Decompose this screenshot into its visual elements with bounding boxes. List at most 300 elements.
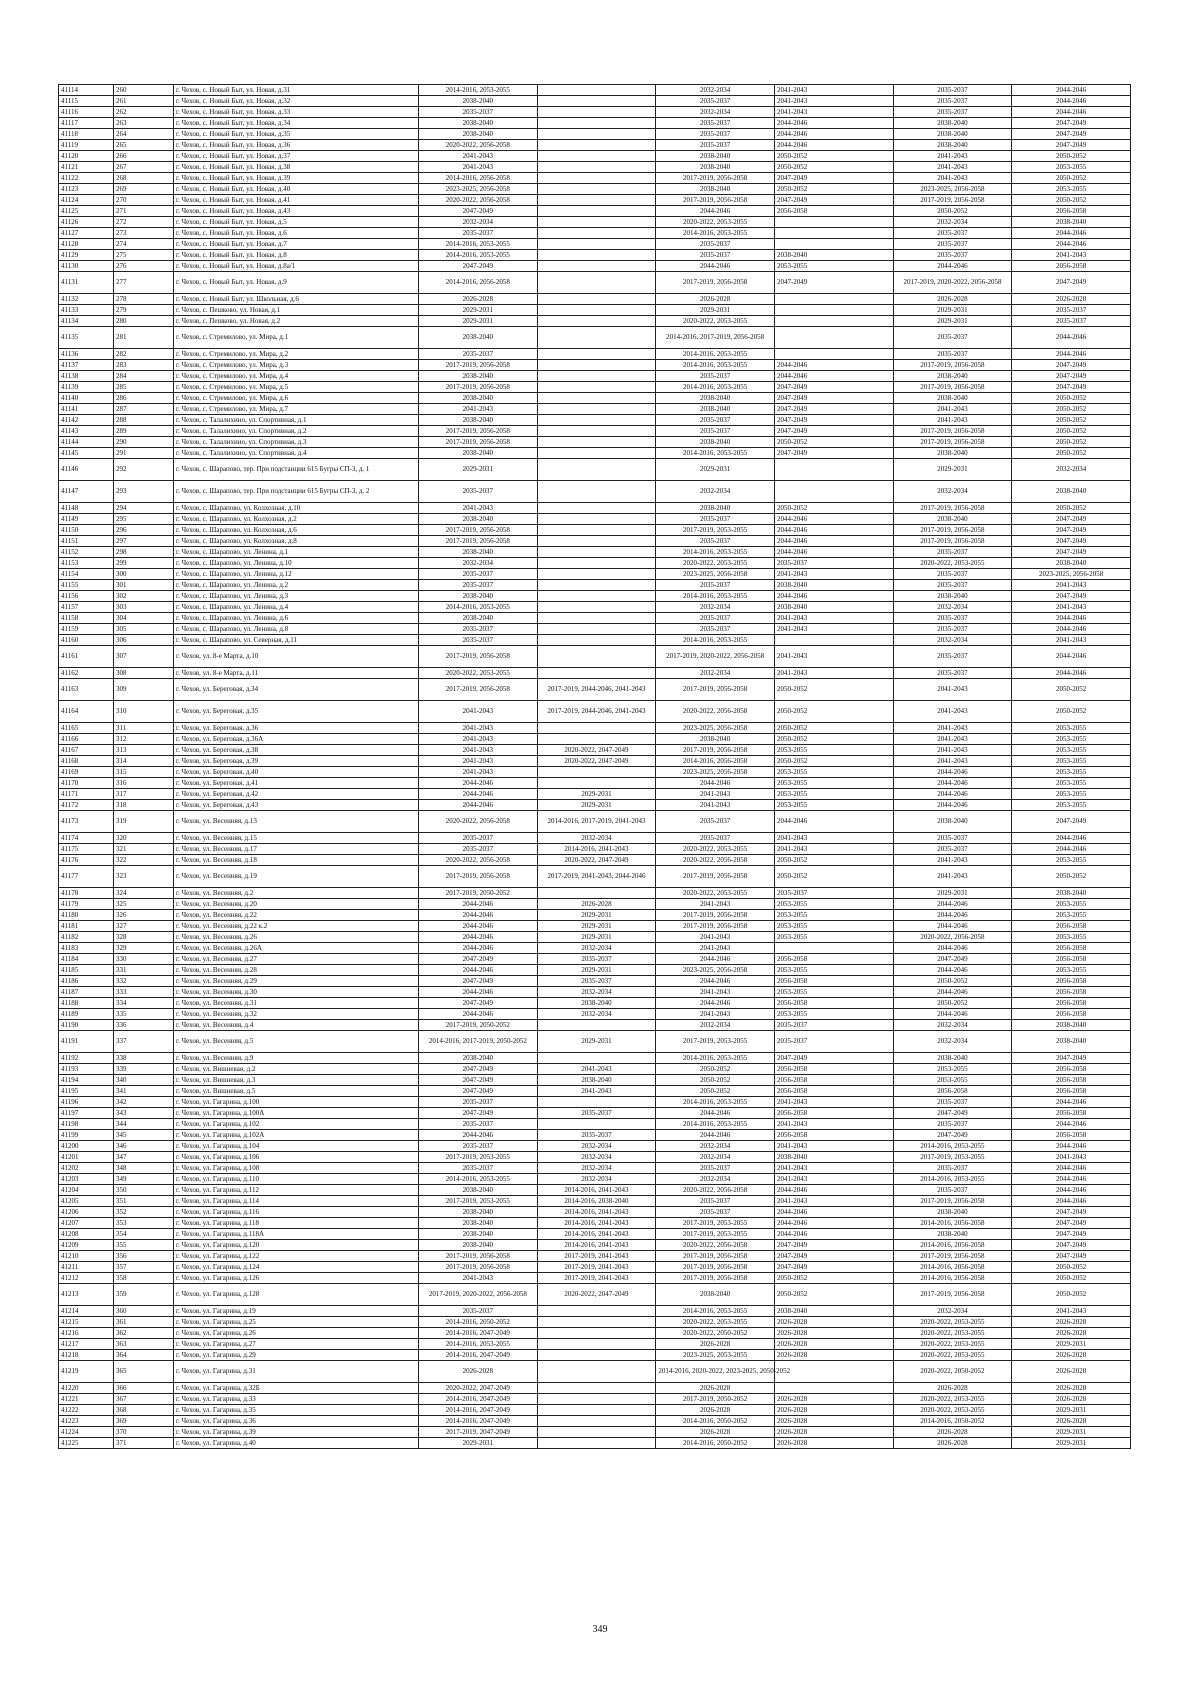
row-id-cell: 41212: [59, 1273, 114, 1284]
row-id-cell: 41169: [59, 767, 114, 778]
period-cell-4: 2053-2055: [774, 987, 893, 998]
period-cell-4: 2056-2058: [774, 1108, 893, 1119]
period-cell-3: 2026-2028: [656, 1339, 775, 1350]
period-cell-5: 2035-2037: [893, 1163, 1012, 1174]
table-row: [59, 316, 1131, 327]
period-cell-5: 2035-2037: [893, 239, 1012, 250]
table-row: [59, 800, 1131, 811]
period-cell-2: [537, 261, 656, 272]
period-cell-6: 2044-2046: [1012, 1174, 1131, 1185]
address-cell: г. Чехов, ул. Гагарина, д.31: [174, 1361, 419, 1383]
period-cell-4: 2050-2052: [774, 151, 893, 162]
table-row: [59, 140, 1131, 151]
item-number-cell: 357: [114, 1262, 174, 1273]
table-row: [59, 503, 1131, 514]
row-id-cell: 41215: [59, 1317, 114, 1328]
period-cell-2: [537, 195, 656, 206]
row-id-cell: 41119: [59, 140, 114, 151]
period-cell-1: 2023-2025, 2056-2058: [419, 184, 538, 195]
row-id-cell: 41198: [59, 1119, 114, 1130]
period-cell-6: 2053-2055: [1012, 910, 1131, 921]
address-cell: г. Чехов, ул. Береговая, д.34: [174, 679, 419, 701]
period-cell-5: 2020-2022, 2053-2055: [893, 1317, 1012, 1328]
period-cell-4: 2050-2052: [774, 1273, 893, 1284]
address-cell: г. Чехов, ул. Весенняя, д.30: [174, 987, 419, 998]
period-cell-3: 2032-2034: [656, 85, 775, 96]
address-cell: г. Чехов, ул. Гагарина, д.25: [174, 1317, 419, 1328]
item-number-cell: 335: [114, 1009, 174, 1020]
item-number-cell: 359: [114, 1284, 174, 1306]
period-cell-2: [537, 327, 656, 349]
period-cell-2: [537, 1097, 656, 1108]
row-id-cell: 41163: [59, 679, 114, 701]
period-cell-1: 2038-2040: [419, 514, 538, 525]
row-id-cell: 41175: [59, 844, 114, 855]
period-cell-3: 2017-2019, 2050-2052: [656, 1394, 775, 1405]
address-cell: г. Чехов, ул. Гагарина, д.110: [174, 1174, 419, 1185]
item-number-cell: 301: [114, 580, 174, 591]
period-cell-3: 2014-2016, 2017-2019, 2056-2058: [656, 327, 775, 349]
table-row: [59, 349, 1131, 360]
period-cell-1: 2044-2046: [419, 800, 538, 811]
period-cell-6: 2053-2055: [1012, 734, 1131, 745]
period-cell-6: 2047-2049: [1012, 514, 1131, 525]
table-row: [59, 602, 1131, 613]
row-id-cell: 41146: [59, 459, 114, 481]
period-cell-6: 2056-2058: [1012, 976, 1131, 987]
table-row: [59, 481, 1131, 503]
row-id-cell: 41123: [59, 184, 114, 195]
period-cell-2: 2035-2037: [537, 1108, 656, 1119]
period-cell-1: 2014-2016, 2050-2052: [419, 1317, 538, 1328]
period-cell-2: 2029-2031: [537, 789, 656, 800]
period-cell-3: 2020-2022, 2050-2052: [656, 1328, 775, 1339]
address-cell: г. Чехов, с. Пешково, ул. Новая, д.2: [174, 316, 419, 327]
period-cell-3: 2044-2046: [656, 261, 775, 272]
period-cell-6: 2047-2049: [1012, 1240, 1131, 1251]
table-row: [59, 635, 1131, 646]
address-cell: г. Чехов, с. Новый Быт, ул. Новая, д.41: [174, 195, 419, 206]
period-cell-6: 2044-2046: [1012, 96, 1131, 107]
period-cell-6: 2026-2028: [1012, 1383, 1131, 1394]
period-cell-1: 2038-2040: [419, 129, 538, 140]
row-id-cell: 41206: [59, 1207, 114, 1218]
period-cell-6: 2044-2046: [1012, 327, 1131, 349]
period-cell-6: 2047-2049: [1012, 1229, 1131, 1240]
period-cell-6: 2047-2049: [1012, 140, 1131, 151]
address-cell: г. Чехов, ул. Береговая, д.36А: [174, 734, 419, 745]
row-id-cell: 41139: [59, 382, 114, 393]
period-cell-6: 2026-2028: [1012, 1394, 1131, 1405]
period-cell-6: 2053-2055: [1012, 899, 1131, 910]
period-cell-5: 2020-2022, 2053-2055: [893, 1394, 1012, 1405]
row-id-cell: 41153: [59, 558, 114, 569]
period-cell-2: 2017-2019, 2044-2046, 2041-2043: [537, 679, 656, 701]
address-cell: г. Чехов, ул. Гагарина, д.116: [174, 1207, 419, 1218]
table-row: [59, 789, 1131, 800]
table-row: [59, 1405, 1131, 1416]
period-cell-1: 2047-2049: [419, 1108, 538, 1119]
period-cell-3: 2017-2019, 2053-2055: [656, 1229, 775, 1240]
period-cell-1: 2044-2046: [419, 921, 538, 932]
address-cell: г. Чехов, с. Стремилово, ул. Мира, д.3: [174, 360, 419, 371]
period-cell-3: 2038-2040: [656, 393, 775, 404]
period-cell-1: 2038-2040: [419, 448, 538, 459]
period-cell-2: [537, 481, 656, 503]
period-cell-6: 2050-2052: [1012, 701, 1131, 723]
period-cell-2: [537, 305, 656, 316]
period-cell-3: 2017-2019, 2056-2058: [656, 910, 775, 921]
row-id-cell: 41144: [59, 437, 114, 448]
period-cell-6: 2044-2046: [1012, 1119, 1131, 1130]
schedule-table: [58, 84, 1131, 1449]
address-cell: г. Чехов, ул. Весенняя, д.32: [174, 1009, 419, 1020]
table-row: [59, 1262, 1131, 1273]
period-cell-4: 2044-2046: [774, 525, 893, 536]
period-cell-4: [774, 228, 893, 239]
item-number-cell: 326: [114, 910, 174, 921]
period-cell-1: 2014-2016, 2056-2058: [419, 173, 538, 184]
period-cell-4: 2026-2028: [774, 1416, 893, 1427]
period-cell-1: 2032-2034: [419, 217, 538, 228]
period-cell-5: 2053-2055: [893, 1064, 1012, 1075]
period-cell-2: 2014-2016, 2041-2043: [537, 844, 656, 855]
row-id-cell: 41178: [59, 888, 114, 899]
item-number-cell: 360: [114, 1306, 174, 1317]
period-cell-5: 2032-2034: [893, 1031, 1012, 1053]
period-cell-4: 2056-2058: [774, 1064, 893, 1075]
period-cell-5: 2032-2034: [893, 481, 1012, 503]
period-cell-3: 2035-2037: [656, 1163, 775, 1174]
table-row: [59, 1306, 1131, 1317]
address-cell: г. Чехов, ул. Весенняя, д.5: [174, 1031, 419, 1053]
period-cell-6: 2056-2058: [1012, 921, 1131, 932]
period-cell-5: 2032-2034: [893, 1306, 1012, 1317]
period-cell-3: 2032-2034: [656, 1020, 775, 1031]
period-cell-2: 2026-2028: [537, 899, 656, 910]
period-cell-5: 2041-2043: [893, 162, 1012, 173]
period-cell-6: 2056-2058: [1012, 1086, 1131, 1097]
period-cell-1: 2041-2043: [419, 1273, 538, 1284]
period-cell-1: 2047-2049: [419, 206, 538, 217]
row-id-cell: 41127: [59, 228, 114, 239]
table-row: [59, 921, 1131, 932]
period-cell-3: 2017-2019, 2020-2022, 2056-2058: [656, 646, 775, 668]
table-row: [59, 393, 1131, 404]
period-cell-3: 2020-2022, 2056-2058: [656, 1240, 775, 1251]
period-cell-1: 2041-2043: [419, 701, 538, 723]
period-cell-1: 2035-2037: [419, 635, 538, 646]
period-cell-2: [537, 1119, 656, 1130]
row-id-cell: 41168: [59, 756, 114, 767]
table-row: [59, 85, 1131, 96]
period-cell-1: 2017-2019, 2056-2058: [419, 360, 538, 371]
address-cell: г. Чехов, ул. Гагарина, д.118: [174, 1218, 419, 1229]
period-cell-4: 2050-2052: [774, 734, 893, 745]
period-cell-2: 2041-2043: [537, 1086, 656, 1097]
period-cell-4: 2053-2055: [774, 1009, 893, 1020]
table-row: [59, 327, 1131, 349]
period-cell-4: 2053-2055: [774, 745, 893, 756]
period-cell-3: 2044-2046: [656, 954, 775, 965]
period-cell-1: 2044-2046: [419, 789, 538, 800]
table-row: [59, 910, 1131, 921]
period-cell-2: 2032-2034: [537, 943, 656, 954]
address-cell: г. Чехов, ул. Гагарина, д.27: [174, 1339, 419, 1350]
period-cell-4: 2056-2058: [774, 1130, 893, 1141]
period-cell-3: 2044-2046: [656, 1130, 775, 1141]
row-id-cell: 41193: [59, 1064, 114, 1075]
period-cell-4: 2047-2049: [774, 448, 893, 459]
period-cell-2: [537, 239, 656, 250]
table-row: [59, 371, 1131, 382]
period-cell-4: [774, 635, 893, 646]
period-cell-5: 2035-2037: [893, 250, 1012, 261]
period-cell-5: 2017-2019, 2056-2058: [893, 536, 1012, 547]
item-number-cell: 314: [114, 756, 174, 767]
period-cell-1: 2020-2022, 2056-2058: [419, 811, 538, 833]
period-cell-3: 2014-2016, 2053-2055: [656, 1306, 775, 1317]
period-cell-5: 2035-2037: [893, 646, 1012, 668]
period-cell-6: 2056-2058: [1012, 987, 1131, 998]
period-cell-3: 2035-2037: [656, 239, 775, 250]
row-id-cell: 41148: [59, 503, 114, 514]
table-row: [59, 360, 1131, 371]
period-cell-4: 2041-2043: [774, 1174, 893, 1185]
period-cell-4: 2026-2028: [774, 1438, 893, 1449]
period-cell-6: 2053-2055: [1012, 162, 1131, 173]
period-cell-1: 2035-2037: [419, 349, 538, 360]
address-cell: г. Чехов, ул. Весенняя, д.22: [174, 910, 419, 921]
item-number-cell: 295: [114, 514, 174, 525]
period-cell-5: 2041-2043: [893, 701, 1012, 723]
period-cell-6: 2026-2028: [1012, 1416, 1131, 1427]
period-cell-2: [537, 228, 656, 239]
item-number-cell: 313: [114, 745, 174, 756]
item-number-cell: 287: [114, 404, 174, 415]
item-number-cell: 327: [114, 921, 174, 932]
period-cell-2: [537, 437, 656, 448]
address-cell: г. Чехов, ул. Гагарина, д.19: [174, 1306, 419, 1317]
table-row: [59, 734, 1131, 745]
period-cell-3: 2035-2037: [656, 514, 775, 525]
period-cell-5: 2056-2058: [893, 1086, 1012, 1097]
period-cell-4: 2044-2046: [774, 1185, 893, 1196]
table-row: [59, 1361, 1131, 1383]
period-cell-4: 2047-2049: [774, 404, 893, 415]
period-cell-6: 2056-2058: [1012, 1075, 1131, 1086]
period-cell-1: 2038-2040: [419, 371, 538, 382]
period-cell-5: 2044-2046: [893, 778, 1012, 789]
item-number-cell: 288: [114, 415, 174, 426]
period-cell-2: 2029-2031: [537, 921, 656, 932]
table-row: [59, 613, 1131, 624]
period-cell-2: [537, 1306, 656, 1317]
period-cell-6: 2023-2025, 2056-2058: [1012, 569, 1131, 580]
item-number-cell: 278: [114, 294, 174, 305]
period-cell-6: 2041-2043: [1012, 635, 1131, 646]
period-cell-3: 2017-2019, 2056-2058: [656, 866, 775, 888]
period-cell-6: 2053-2055: [1012, 932, 1131, 943]
period-cell-4: 2050-2052: [774, 756, 893, 767]
item-number-cell: 364: [114, 1350, 174, 1361]
address-cell: г. Чехов, с. Новый Быт, ул. Новая, д.6: [174, 228, 419, 239]
item-number-cell: 283: [114, 360, 174, 371]
period-cell-4: 2026-2028: [774, 1350, 893, 1361]
period-cell-3: 2038-2040: [656, 503, 775, 514]
address-cell: г. Чехов, с. Шарапово, ул. Колхозная, д.8: [174, 536, 419, 547]
item-number-cell: 341: [114, 1086, 174, 1097]
period-cell-1: 2038-2040: [419, 96, 538, 107]
address-cell: г. Чехов, с. Шарапово, ул. Ленина, д.8: [174, 624, 419, 635]
period-cell-1: 2029-2031: [419, 305, 538, 316]
period-cell-2: [537, 547, 656, 558]
period-cell-1: 2038-2040: [419, 1218, 538, 1229]
period-cell-2: [537, 525, 656, 536]
period-cell-5: 2023-2025, 2056-2058: [893, 184, 1012, 195]
row-id-cell: 41220: [59, 1383, 114, 1394]
period-cell-5: 2035-2037: [893, 668, 1012, 679]
period-cell-1: 2014-2016, 2056-2058: [419, 272, 538, 294]
row-id-cell: 41158: [59, 613, 114, 624]
period-cell-5: 2017-2019, 2053-2055: [893, 1152, 1012, 1163]
period-cell-6: 2050-2052: [1012, 866, 1131, 888]
row-id-cell: 41173: [59, 811, 114, 833]
item-number-cell: 289: [114, 426, 174, 437]
address-cell: г. Чехов, ул. Весенняя, д.19: [174, 866, 419, 888]
period-cell-3: 2023-2025, 2056-2058: [656, 965, 775, 976]
period-cell-6: 2047-2049: [1012, 1207, 1131, 1218]
row-id-cell: 41151: [59, 536, 114, 547]
table-row: [59, 701, 1131, 723]
period-cell-5: 2047-2049: [893, 1130, 1012, 1141]
period-cell-4: 2056-2058: [774, 998, 893, 1009]
table-row: [59, 1009, 1131, 1020]
item-number-cell: 361: [114, 1317, 174, 1328]
row-id-cell: 41142: [59, 415, 114, 426]
period-cell-5: 2032-2034: [893, 1020, 1012, 1031]
table-row: [59, 1119, 1131, 1130]
address-cell: г. Чехов, ул. Гагарина, д.40: [174, 1438, 419, 1449]
period-cell-5: 2044-2046: [893, 910, 1012, 921]
item-number-cell: 299: [114, 558, 174, 569]
period-cell-6: 2050-2052: [1012, 173, 1131, 184]
row-id-cell: 41186: [59, 976, 114, 987]
table-row: [59, 1108, 1131, 1119]
item-number-cell: 273: [114, 228, 174, 239]
item-number-cell: 323: [114, 866, 174, 888]
period-cell-6: 2053-2055: [1012, 756, 1131, 767]
period-cell-2: [537, 1053, 656, 1064]
row-id-cell: 41130: [59, 261, 114, 272]
period-cell-1: 2035-2037: [419, 1119, 538, 1130]
schedule-table-body: [59, 85, 1131, 1449]
period-cell-3: 2032-2034: [656, 1152, 775, 1163]
period-cell-6: 2041-2043: [1012, 250, 1131, 261]
period-cell-3: 2035-2037: [656, 536, 775, 547]
address-cell: г. Чехов, ул. Береговая, д.40: [174, 767, 419, 778]
period-cell-1: 2014-2016, 2047-2049: [419, 1350, 538, 1361]
address-cell: г. Чехов, с. Стремилово, ул. Мира, д.5: [174, 382, 419, 393]
period-cell-1: 2017-2019, 2020-2022, 2056-2058: [419, 1284, 538, 1306]
item-number-cell: 281: [114, 327, 174, 349]
period-cell-3: 2023-2025, 2056-2058: [656, 767, 775, 778]
period-cell-6: 2035-2037: [1012, 305, 1131, 316]
item-number-cell: 347: [114, 1152, 174, 1163]
row-id-cell: 41179: [59, 899, 114, 910]
item-number-cell: 331: [114, 965, 174, 976]
period-cell-6: 2044-2046: [1012, 1196, 1131, 1207]
table-row: [59, 591, 1131, 602]
row-id-cell: 41140: [59, 393, 114, 404]
table-row: [59, 624, 1131, 635]
period-cell-1: 2017-2019, 2056-2058: [419, 426, 538, 437]
period-cell-1: 2047-2049: [419, 998, 538, 1009]
table-row: [59, 1273, 1131, 1284]
period-cell-6: 2041-2043: [1012, 1152, 1131, 1163]
table-row: [59, 1053, 1131, 1064]
table-row: [59, 459, 1131, 481]
period-cell-2: 2014-2016, 2041-2043: [537, 1229, 656, 1240]
table-row: [59, 1097, 1131, 1108]
period-cell-6: 2044-2046: [1012, 844, 1131, 855]
item-number-cell: 292: [114, 459, 174, 481]
period-cell-4: 2056-2058: [774, 1086, 893, 1097]
period-cell-2: [537, 184, 656, 195]
period-cell-2: 2035-2037: [537, 1130, 656, 1141]
item-number-cell: 277: [114, 272, 174, 294]
period-cell-2: [537, 646, 656, 668]
item-number-cell: 309: [114, 679, 174, 701]
address-cell: г. Чехов, ул. Весенняя, д.29: [174, 976, 419, 987]
period-cell-1: 2044-2046: [419, 778, 538, 789]
period-cell-3: 2017-2019, 2053-2055: [656, 1218, 775, 1229]
period-cell-6: 2050-2052: [1012, 1284, 1131, 1306]
row-id-cell: 41132: [59, 294, 114, 305]
period-cell-2: [537, 85, 656, 96]
table-row: [59, 404, 1131, 415]
table-row: [59, 514, 1131, 525]
period-cell-4: 2047-2049: [774, 272, 893, 294]
address-cell: г. Чехов, с. Новый Быт, ул. Новая, д.8: [174, 250, 419, 261]
period-cell-3: 2017-2019, 2056-2058: [656, 173, 775, 184]
period-cell-4: 2053-2055: [774, 899, 893, 910]
period-cell-4: 2053-2055: [774, 932, 893, 943]
period-cell-4: 2056-2058: [774, 1075, 893, 1086]
period-cell-2: [537, 404, 656, 415]
period-cell-4: 2044-2046: [774, 591, 893, 602]
period-cell-2: 2020-2022, 2047-2049: [537, 756, 656, 767]
table-row: [59, 855, 1131, 866]
period-cell-5: 2038-2040: [893, 448, 1012, 459]
period-cell-5: 2017-2019, 2056-2058: [893, 525, 1012, 536]
table-row: [59, 437, 1131, 448]
period-cell-5: 2026-2028: [893, 1427, 1012, 1438]
address-cell: г. Чехов, с. Стремилово, ул. Мира, д.2: [174, 349, 419, 360]
period-cell-1: 2014-2016, 2053-2055: [419, 85, 538, 96]
period-cell-2: 2017-2019, 2041-2043: [537, 1262, 656, 1273]
period-cell-4: [774, 316, 893, 327]
period-cell-1: 2017-2019, 2056-2058: [419, 525, 538, 536]
period-cell-1: 2035-2037: [419, 1306, 538, 1317]
address-cell: г. Чехов, с. Новый Быт, ул. Новая, д.34: [174, 118, 419, 129]
period-cell-4: 2041-2043: [774, 569, 893, 580]
period-cell-1: 2041-2043: [419, 151, 538, 162]
period-cell-5: 2029-2031: [893, 459, 1012, 481]
period-cell-4: 2044-2046: [774, 514, 893, 525]
period-cell-4: 2047-2049: [774, 1251, 893, 1262]
period-cell-3: 2023-2025, 2056-2058: [656, 723, 775, 734]
